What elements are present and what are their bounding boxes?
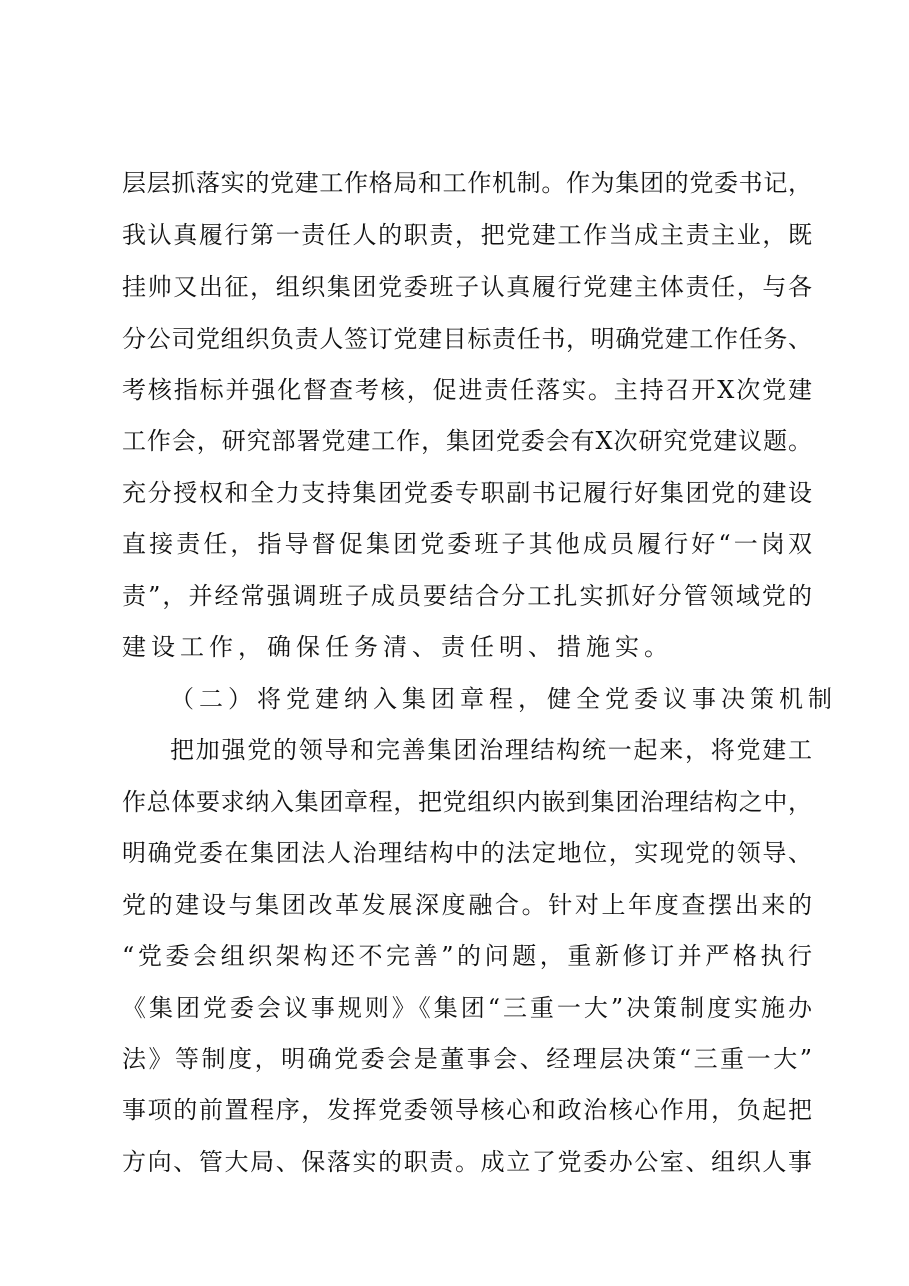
- body-text-line: 挂帅又出征，组织集团党委班子认真履行党建主体责任，与各: [122, 273, 812, 301]
- body-text-line: 《集团党委会议事规则》《集团“三重一大”决策制度实施办: [122, 994, 812, 1022]
- body-text-line: 我认真履行第一责任人的职责，把党建工作当成主责主业，既: [122, 221, 812, 249]
- body-text-line: 责”，并经常强调班子成员要结合分工扎实抓好分管领域党的: [122, 582, 812, 610]
- body-text-line: 事项的前置程序，发挥党委领导核心和政治核心作用，负起把: [122, 1096, 812, 1124]
- body-text-line: 明确党委在集团法人治理结构中的法定地位，实现党的领导、: [122, 839, 812, 867]
- section-heading: （二）将党建纳入集团章程，健全党委议事决策机制: [170, 685, 837, 713]
- body-text-line: 考核指标并强化督查考核，促进责任落实。主持召开X次党建: [122, 376, 812, 404]
- body-text-line: 层层抓落实的党建工作格局和工作机制。作为集团的党委书记，: [122, 169, 812, 197]
- body-text-line: 工作会，研究部署党建工作，集团党委会有X次研究党建议题。: [122, 427, 812, 455]
- body-text-line: 法》等制度，明确党委会是董事会、经理层决策“三重一大”: [122, 1045, 812, 1073]
- body-text-line: 方向、管大局、保落实的职责。成立了党委办公室、组织人事: [122, 1148, 812, 1176]
- body-text-line: 建设工作，确保任务清、责任明、措施实。: [122, 633, 673, 661]
- body-text-line: “党委会组织架构还不完善”的问题，重新修订并严格执行: [122, 942, 812, 970]
- paragraph-first-line: 把加强党的领导和完善集团治理结构统一起来，将党建工: [170, 736, 812, 764]
- body-text-line: 分公司党组织负责人签订党建目标责任书，明确党建工作任务、: [122, 325, 812, 353]
- body-text-line: 党的建设与集团改革发展深度融合。针对上年度查摆出来的: [122, 891, 812, 919]
- body-text-line: 充分授权和全力支持集团党委专职副书记履行好集团党的建设: [122, 479, 812, 507]
- body-text-line: 直接责任，指导督促集团党委班子其他成员履行好“一岗双: [122, 530, 812, 558]
- body-text-line: 作总体要求纳入集团章程，把党组织内嵌到集团治理结构之中，: [122, 788, 812, 816]
